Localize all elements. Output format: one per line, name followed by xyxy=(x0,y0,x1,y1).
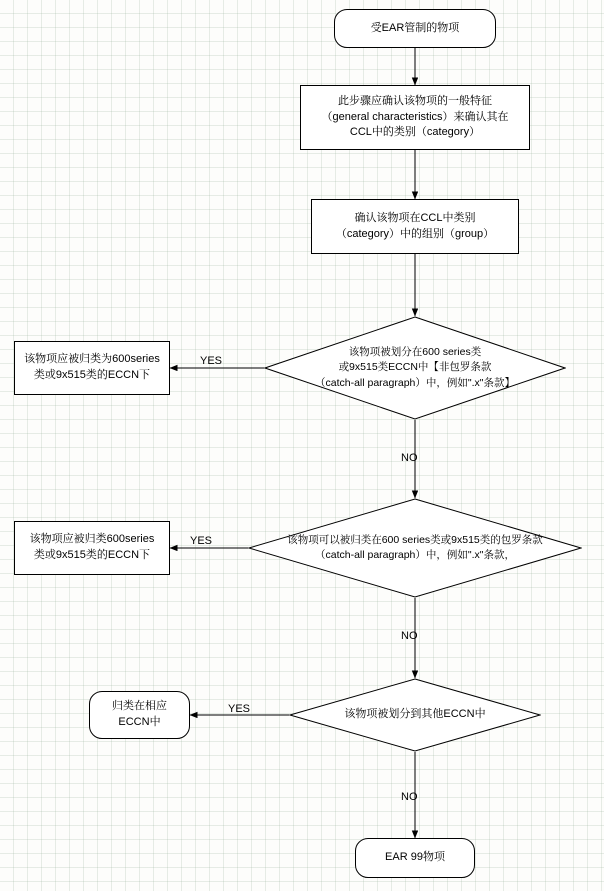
node-start xyxy=(334,9,496,48)
node-step-1-line1: 此步骤应确认该物项的一般特征 xyxy=(338,94,492,107)
node-decision-1 xyxy=(264,316,566,420)
node-output-2 xyxy=(14,521,170,575)
node-decision-3 xyxy=(289,678,541,752)
node-decision-2 xyxy=(248,498,582,598)
decision-1-line1: 该物项被划分在600 series类 xyxy=(348,346,482,359)
node-start-label: 受EAR管制的物项 xyxy=(370,21,460,34)
node-output-1-line2: 类或9x515类的ECCN下 xyxy=(33,369,151,381)
decision-2-line2: （catch-all paragraph）中，例如".x"条款， xyxy=(314,549,515,561)
decision-3-label: 该物项被划分到其他ECCN中 xyxy=(344,708,486,721)
node-output-2-line2: 类或9x515类的ECCN下 xyxy=(33,549,151,561)
decision-1-line3: （catch-all paragraph）中，例如".x"条款】 xyxy=(314,376,515,389)
decision-2-line1: 该物项可以被归类在600 series类或9x515类的包罗条款 xyxy=(287,533,543,546)
edge-label-yes-1: YES xyxy=(200,355,223,367)
node-output-1-line1: 该物项应被归类为600series xyxy=(24,353,160,366)
node-step-2-line1: 确认该物项在CCL中类别 xyxy=(354,211,476,224)
edge-label-no-2: NO xyxy=(401,630,418,642)
node-output-3 xyxy=(89,691,190,739)
node-step-2-line2: （category）中的组别（group） xyxy=(335,227,495,240)
node-step-2 xyxy=(311,199,519,254)
node-end xyxy=(355,838,475,878)
edge-label-no-3: NO xyxy=(401,791,418,803)
node-step-1-line3: CCL中的类别（category） xyxy=(349,126,481,139)
node-end-label: EAR 99物项 xyxy=(385,851,445,864)
edge-label-no-1: NO xyxy=(401,452,418,464)
node-output-2-line1: 该物项应被归类600series xyxy=(29,533,155,546)
node-step-1 xyxy=(300,85,530,150)
decision-1-line2: 或9x515类ECCN中【非包罗条款 xyxy=(338,361,492,374)
node-output-3-line2: ECCN中 xyxy=(118,716,161,728)
edge-label-yes-3: YES xyxy=(228,703,251,715)
node-output-3-line1: 归类在相应 xyxy=(112,700,167,713)
node-output-1 xyxy=(14,341,170,395)
node-step-1-line2: （general characteristics）来确认其在 xyxy=(321,110,509,123)
edge-label-yes-2: YES xyxy=(190,535,213,547)
